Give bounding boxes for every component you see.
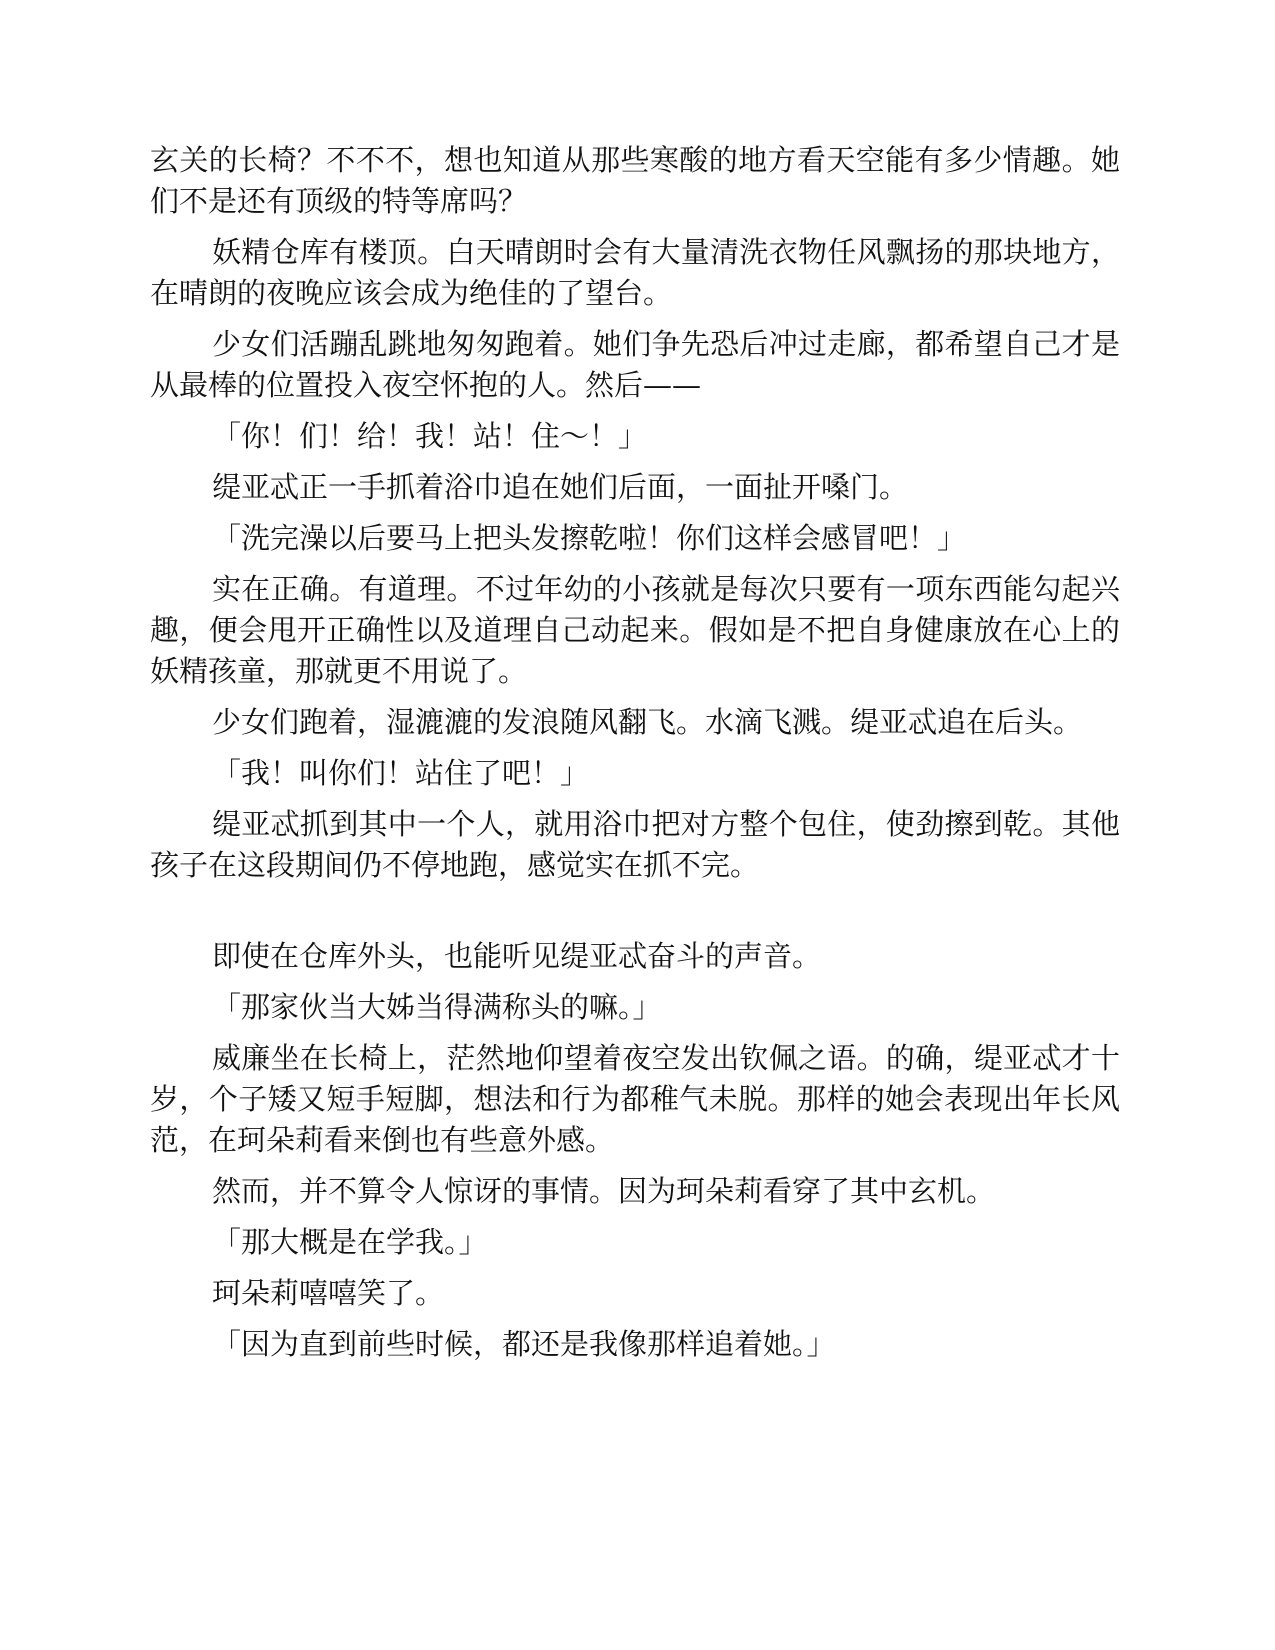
paragraph: 缇亚忒正一手抓着浴巾追在她们后面，一面扯开嗓门。 [212, 470, 909, 504]
dialogue-line: 「你！们！给！我！站！住～！」 [212, 419, 648, 453]
paragraph: 玄关的长椅？不不不，想也知道从那些寒酸的地方看天空能有多少情趣。她们不是还有顶级的特等席吗？ [150, 143, 1120, 218]
dialogue-line: 「那大概是在学我。」 [212, 1225, 488, 1259]
dialogue-line: 「我！叫你们！站住了吧！」 [212, 756, 590, 790]
paragraph: 威廉坐在长椅上，茫然地仰望着夜空发出钦佩之语。的确，缇亚忒才十岁，个子矮又短手短脚，想法和行为都稚气未脱。那样的她会表现出年长风范，在珂朵莉看来倒也有些意外感。 [150, 1041, 1120, 1157]
paragraph: 即使在仓库外头，也能听见缇亚忒奋斗的声音。 [212, 939, 822, 973]
paragraph: 珂朵莉嘻嘻笑了。 [212, 1276, 445, 1310]
document-page [150, 140, 1120, 1375]
paragraph: 然而，并不算令人惊讶的事情。因为珂朵莉看穿了其中玄机。 [212, 1174, 996, 1208]
paragraph: 少女们跑着，湿漉漉的发浪随风翻飞。水滴飞溅。缇亚忒追在后头。 [212, 705, 1083, 739]
dialogue-line: 「那家伙当大姊当得满称头的嘛。」 [212, 990, 662, 1024]
paragraph: 少女们活蹦乱跳地匆匆跑着。她们争先恐后冲过走廊，都希望自己才是从最棒的位置投入夜空怀抱的人。然后—— [150, 327, 1120, 402]
dialogue-line: 「因为直到前些时候，都还是我像那样追着她。」 [212, 1327, 836, 1361]
paragraph: 缇亚忒抓到其中一个人，就用浴巾把对方整个包住，使劲擦到乾。其他孩子在这段期间仍不停地跑，感觉实在抓不完。 [150, 807, 1120, 882]
dialogue-line: 「洗完澡以后要马上把头发擦乾啦！你们这样会感冒吧！」 [212, 521, 967, 555]
paragraph: 妖精仓库有楼顶。白天晴朗时会有大量清洗衣物任风飘扬的那块地方，在晴朗的夜晚应该会成为绝佳的了望台。 [150, 235, 1120, 310]
paragraph: 实在正确。有道理。不过年幼的小孩就是每次只要有一项东西能勾起兴趣，便会甩开正确性以及道理自己动起来。假如是不把自身健康放在心上的妖精孩童，那就更不用说了。 [150, 572, 1120, 688]
